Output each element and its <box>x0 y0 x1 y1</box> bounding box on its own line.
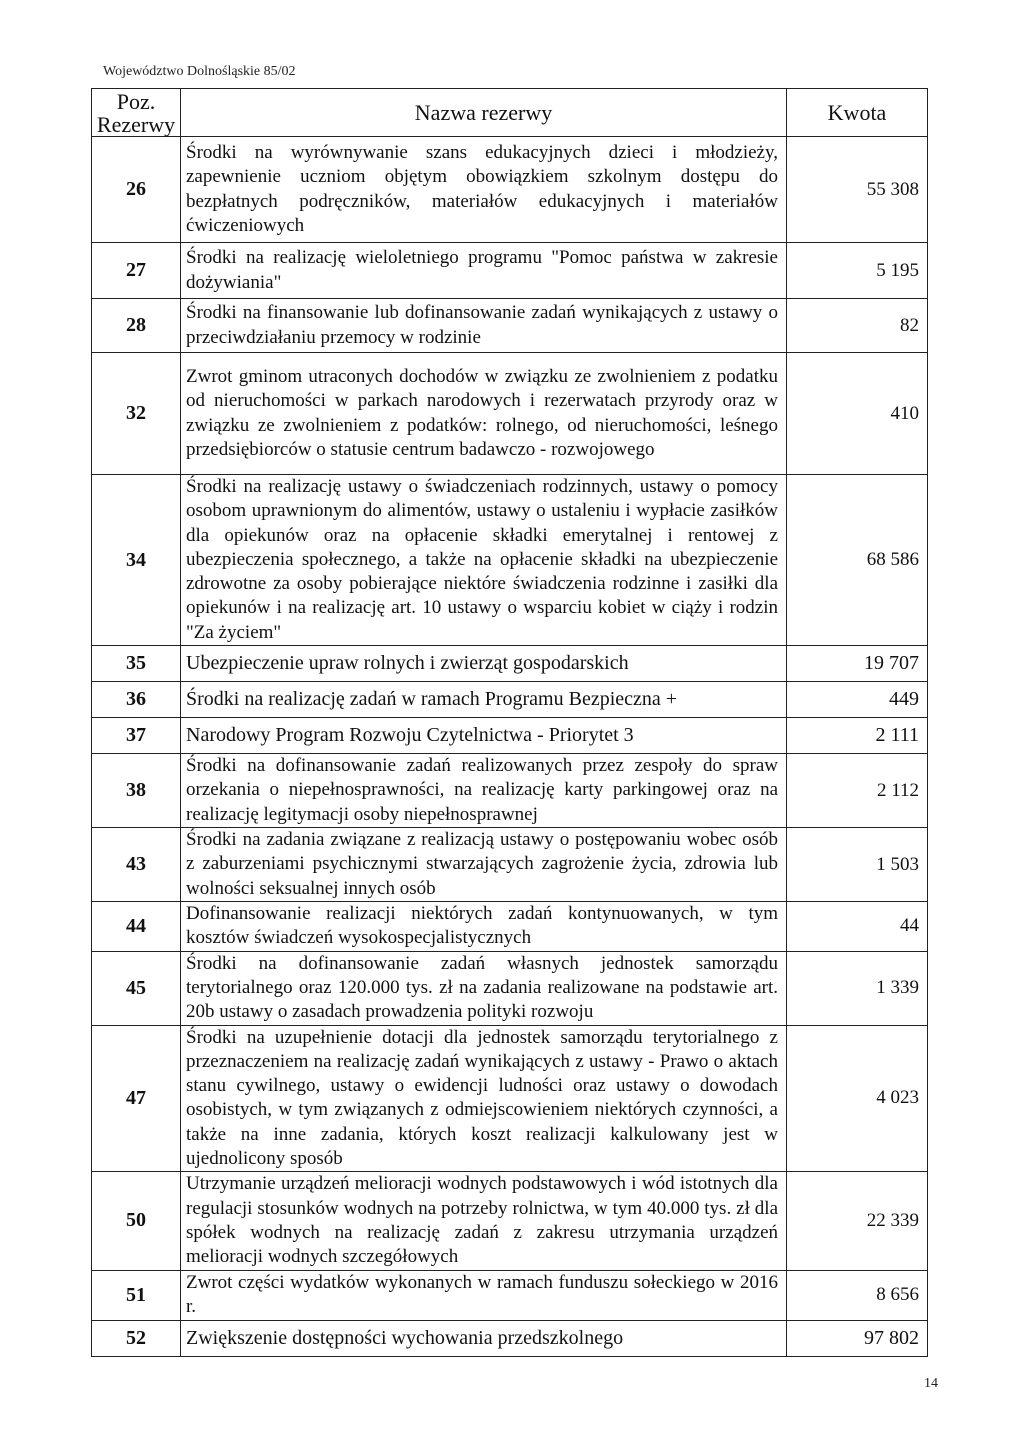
reserve-number: 27 <box>92 243 181 299</box>
reserve-number: 34 <box>92 475 181 646</box>
reserve-name: Dofinansowanie realizacji niektórych zadań kontynuowanych, w tym kosztów świadczeń wysokospecjalistycznych <box>181 901 787 951</box>
reserve-amount: 19 707 <box>787 646 928 682</box>
table-row <box>92 1270 928 1320</box>
reserve-name: Zwiększenie dostępności wychowania przedszkolnego <box>181 1320 787 1356</box>
reserve-number: 50 <box>92 1172 181 1270</box>
reserve-amount: 2 112 <box>787 754 928 828</box>
reserve-name: Środki na realizację wieloletniego programu "Pomoc państwa w zakresie dożywiania" <box>181 243 787 299</box>
column-header-number: Poz. Rezerwy <box>92 89 181 137</box>
table-row <box>92 754 928 828</box>
reserve-number: 28 <box>92 299 181 353</box>
reserve-number: 43 <box>92 828 181 902</box>
reserve-name: Środki na zadania związane z realizacją ustawy o postępowaniu wobec osób z zaburzeniami psychicznymi stwarzających zagrożenie życia, zdrowia lub wolności seksualnej innych osób <box>181 828 787 902</box>
reserve-number: 36 <box>92 682 181 718</box>
reserve-number: 38 <box>92 754 181 828</box>
table-row <box>92 137 928 243</box>
table-row <box>92 682 928 718</box>
table-row <box>92 1025 928 1172</box>
column-header-amount: Kwota <box>787 89 928 137</box>
reserve-amount: 1 339 <box>787 951 928 1025</box>
table-row <box>92 243 928 299</box>
reserve-number: 26 <box>92 137 181 243</box>
reserve-amount: 410 <box>787 353 928 475</box>
table-header-row <box>92 89 928 137</box>
reserve-name: Środki na realizację ustawy o świadczeniach rodzinnych, ustawy o pomocy osobom uprawnionym do alimentów, ustawy o ustaleniu i wypłacie zasiłków dla opiekunów oraz na opłacenie składki emerytalnej i rentowej z ubezpieczenia społecznego, a także na opłacenie składki na ubezpieczenie zdrowotne za osoby pobierające niektóre świadczenia rodzinne i zasiłki dla opiekunów i na realizację art. 10 ustawy o wsparciu kobiet w ciąży i rodzin "Za życiem" <box>181 475 787 646</box>
reserve-amount: 55 308 <box>787 137 928 243</box>
reserve-name: Środki na realizację zadań w ramach Programu Bezpieczna + <box>181 682 787 718</box>
reserve-number: 35 <box>92 646 181 682</box>
reserve-amount: 82 <box>787 299 928 353</box>
reserve-amount: 8 656 <box>787 1270 928 1320</box>
table-row <box>92 1320 928 1356</box>
reserve-amount: 97 802 <box>787 1320 928 1356</box>
reserve-number: 44 <box>92 901 181 951</box>
table-row <box>92 951 928 1025</box>
reserve-name: Środki na uzupełnienie dotacji dla jednostek samorządu terytorialnego z przeznaczeniem na realizację zadań wynikających z ustawy - Prawo o aktach stanu cywilnego, ustawy o ewidencji ludności oraz ustawy o dowodach osobistych, w tym związanych z odmiejscowieniem niektórych czynności, a także na inne zadania, których koszt realizacji kalkulowany jest w ujednolicony sposób <box>181 1025 787 1172</box>
table-row <box>92 718 928 754</box>
reserve-name: Środki na dofinansowanie zadań własnych jednostek samorządu terytorialnego oraz 120.000 tys. zł na zadania realizowane na podstawie art. 20b ustawy o zasadach prowadzenia polityki rozwoju <box>181 951 787 1025</box>
reserve-number: 52 <box>92 1320 181 1356</box>
reserve-amount: 5 195 <box>787 243 928 299</box>
reserve-amount: 1 503 <box>787 828 928 902</box>
reserve-name: Zwrot części wydatków wykonanych w ramach funduszu sołeckiego w 2016 r. <box>181 1270 787 1320</box>
table-row <box>92 828 928 902</box>
reserve-number: 45 <box>92 951 181 1025</box>
reserve-number: 37 <box>92 718 181 754</box>
reserve-name: Środki na dofinansowanie zadań realizowanych przez zespoły do spraw orzekania o niepełnosprawności, na realizację karty parkingowej oraz na realizację legitymacji osoby niepełnosprawnej <box>181 754 787 828</box>
table-row <box>92 475 928 646</box>
reserve-amount: 44 <box>787 901 928 951</box>
reserve-name: Utrzymanie urządzeń melioracji wodnych podstawowych i wód istotnych dla regulacji stosunków wodnych na potrzeby rolnictwa, w tym 40.000 tys. zł dla spółek wodnych na realizację zadań z zakresu utrzymania urządzeń melioracji wodnych szczegółowych <box>181 1172 787 1270</box>
table-row <box>92 353 928 475</box>
table-row <box>92 901 928 951</box>
table-row <box>92 1172 928 1270</box>
reserve-amount: 2 111 <box>787 718 928 754</box>
reserve-number: 51 <box>92 1270 181 1320</box>
reserve-name: Ubezpieczenie upraw rolnych i zwierząt gospodarskich <box>181 646 787 682</box>
reserve-number: 32 <box>92 353 181 475</box>
reserve-name: Zwrot gminom utraconych dochodów w związku ze zwolnieniem z podatku od nieruchomości w parkach narodowych i rezerwatach przyrody oraz w związku ze zwolnieniem z podatków: rolnego, od nieruchomości, leśnego przedsiębiorców o statusie centrum badawczo - rozwojowego <box>181 353 787 475</box>
table-row <box>92 646 928 682</box>
page-number: 14 <box>924 1376 938 1391</box>
reserve-name: Środki na wyrównywanie szans edukacyjnych dzieci i młodzieży, zapewnienie uczniom objętym obowiązkiem szkolnym dostępu do bezpłatnych podręczników, materiałów edukacyjnych i materiałów ćwiczeniowych <box>181 137 787 243</box>
reserve-name: Narodowy Program Rozwoju Czytelnictwa - Priorytet 3 <box>181 718 787 754</box>
reserves-table <box>91 88 928 1357</box>
reserve-number: 47 <box>92 1025 181 1172</box>
reserve-amount: 4 023 <box>787 1025 928 1172</box>
table-row <box>92 299 928 353</box>
reserve-name: Środki na finansowanie lub dofinansowanie zadań wynikających z ustawy o przeciwdziałaniu przemocy w rodzinie <box>181 299 787 353</box>
page-header: Województwo Dolnośląskie 85/02 <box>103 64 296 79</box>
column-header-name: Nazwa rezerwy <box>181 89 787 137</box>
reserve-amount: 449 <box>787 682 928 718</box>
reserve-amount: 22 339 <box>787 1172 928 1270</box>
reserve-amount: 68 586 <box>787 475 928 646</box>
